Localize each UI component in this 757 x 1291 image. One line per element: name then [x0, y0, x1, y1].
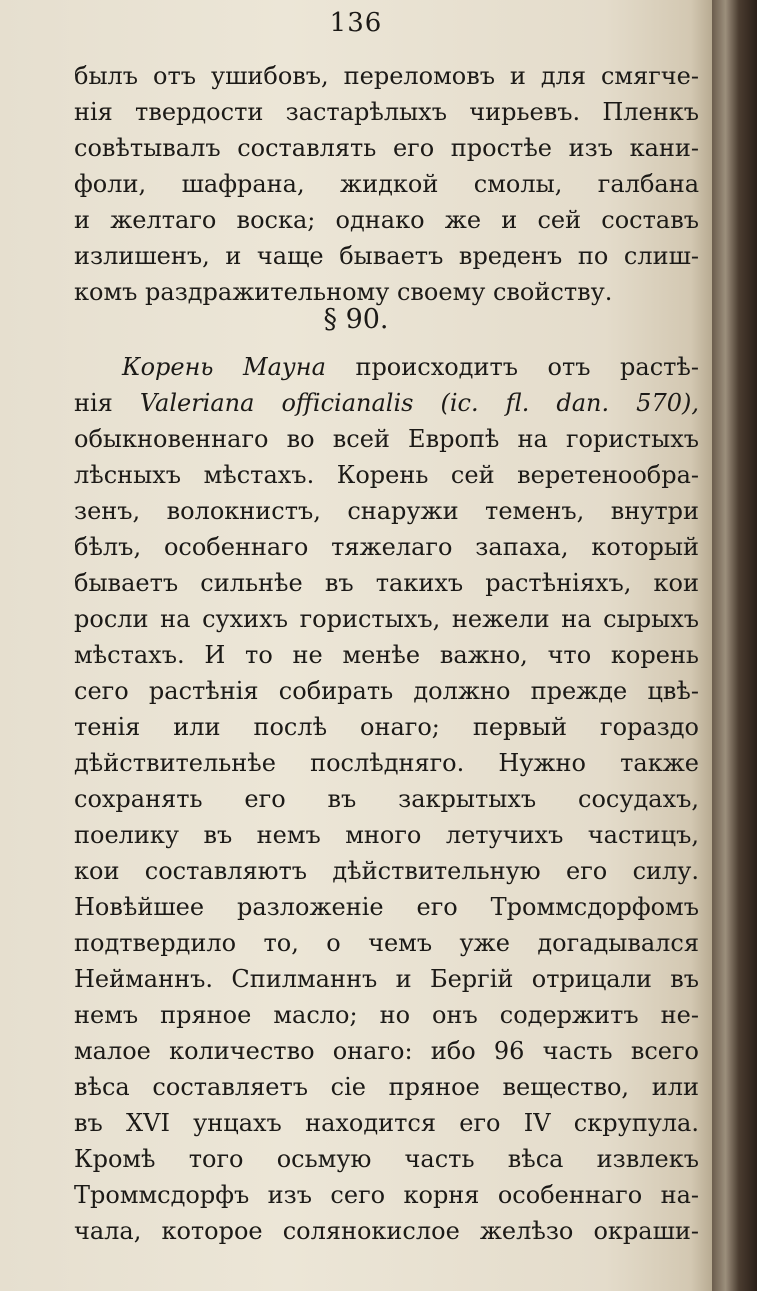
text-line: комъ раздражительному своему свойству.: [74, 278, 613, 306]
text-line: подтвердило то, о чемъ уже догадывался: [74, 929, 699, 957]
text-line: чала, которое солянокислое желѣзо окраши-: [74, 1217, 699, 1245]
text-line: сего растѣнія собирать должно прежде цвѣ-: [74, 677, 699, 705]
text-line: обыкновеннаго во всей Европѣ на гористыхъ: [74, 425, 699, 453]
section-heading: § 90.: [323, 304, 389, 335]
text-line: поелику въ немъ много летучихъ частицъ,: [74, 821, 699, 849]
paragraph-continuation: [74, 58, 699, 310]
text-line: дѣйствительнѣе послѣдняго. Нужно также: [74, 749, 699, 777]
text-run: нія: [74, 389, 140, 417]
text-line: бѣлъ, особеннаго тяжелаго запаха, который: [74, 533, 699, 561]
text-line: росли на сухихъ гористыхъ, нежели на сырыхъ: [74, 605, 699, 633]
text-line: малое количество онаго: ибо 96 часть всего: [74, 1037, 699, 1065]
book-edge-shadow: [712, 0, 757, 1291]
text-run: происходитъ отъ растѣ-: [325, 353, 700, 381]
text-line: Нейманнъ. Спилманнъ и Бергій отрицали въ: [74, 965, 699, 993]
text-line: мѣстахъ. И то не менѣе важно, что корень: [74, 641, 699, 669]
text-line: зенъ, волокнистъ, снаружи теменъ, внутри: [74, 497, 699, 525]
text-line: [74, 349, 699, 385]
text-line: нія твердости застарѣлыхъ чирьевъ. Пленкъ: [74, 98, 699, 126]
text-line: немъ пряное масло; но онъ содержитъ не-: [74, 1001, 699, 1029]
text-line: излишенъ, и чаще бываетъ вреденъ по слиш-: [74, 242, 699, 270]
text-line: Троммсдорфъ изъ сего корня особеннаго на-: [74, 1181, 699, 1209]
text-line: Кромѣ того осьмую часть вѣса извлекъ: [74, 1145, 699, 1173]
paragraph-valerian: [74, 349, 699, 1249]
text-line: вѣса составляетъ сіе пряное вещество, или: [74, 1073, 699, 1101]
text-line: и желтаго воска; однако же и сей составъ: [74, 206, 699, 234]
text-line: былъ отъ ушибовъ, переломовъ и для смягче-: [74, 62, 699, 90]
text-line: [74, 385, 699, 421]
page-number: 136: [329, 8, 383, 38]
text-line: кои составляютъ дѣйствительную его силу.: [74, 857, 699, 885]
text-line: лѣсныхъ мѣстахъ. Корень сей веретенообра-: [74, 461, 699, 489]
text-line: сохранять его въ закрытыхъ сосудахъ,: [74, 785, 699, 813]
text-line: фоли, шафрана, жидкой смолы, галбана: [74, 170, 699, 198]
latin-name: Valeriana officianalis (ic. fl. dan. 570),: [139, 389, 699, 417]
text-line: бываетъ сильнѣе въ такихъ растѣніяхъ, кои: [74, 569, 699, 597]
text-line: въ XVI унцахъ находится его IV скрупула.: [74, 1109, 699, 1137]
text-line: совѣтывалъ составлять его простѣе изъ кани-: [74, 134, 699, 162]
italic-term: Корень Мауна: [122, 353, 326, 381]
text-line: Новѣйшее разложеніе его Троммсдорфомъ: [74, 893, 699, 921]
text-line: тенія или послѣ онаго; первый гораздо: [74, 713, 699, 741]
